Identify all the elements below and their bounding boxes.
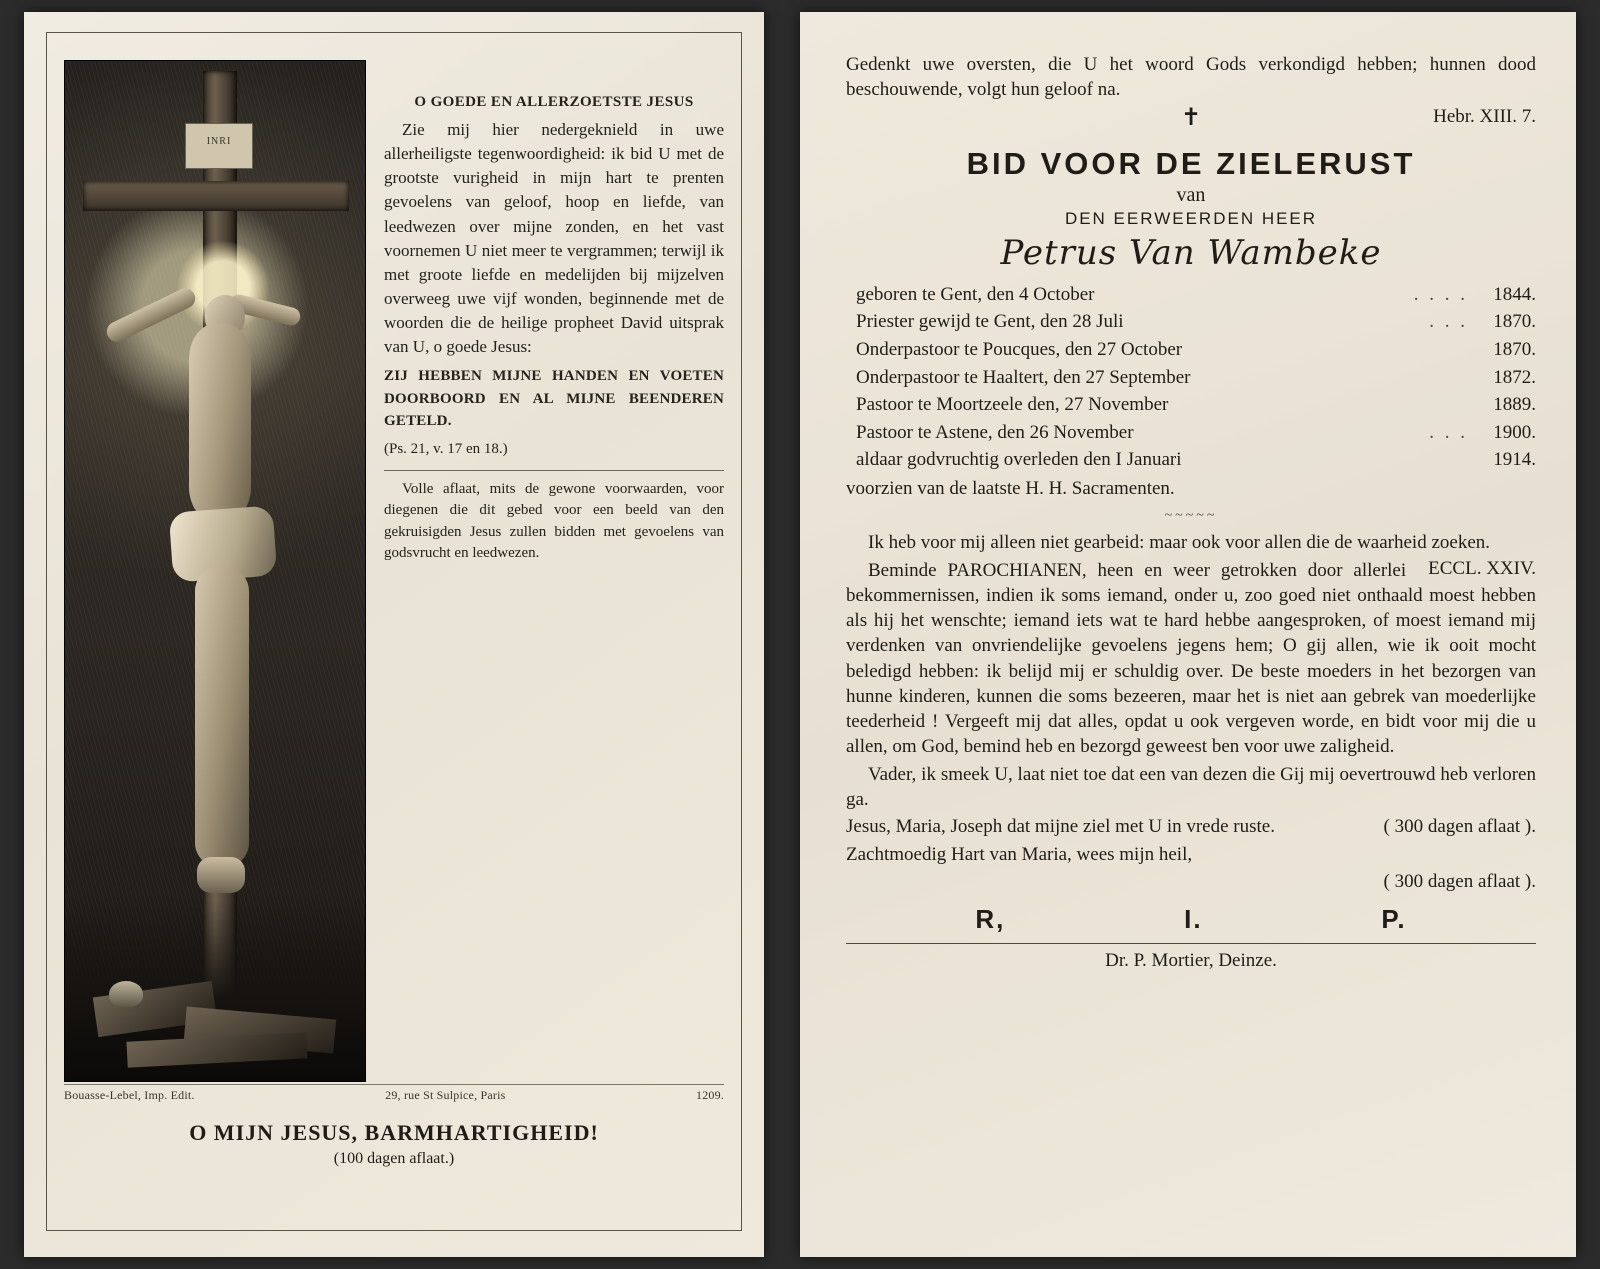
closing-prayer-text: Jesus, Maria, Joseph dat mijne ziel met U in vrede ruste. — [846, 816, 1275, 838]
life-events-list — [846, 281, 1536, 474]
paragraph-vader: Vader, ik smeek U, laat niet toe dat een van dezen die Gij mij oevertrouwd heb verloren ga. — [846, 763, 1536, 810]
life-event-row — [846, 308, 1536, 336]
life-event-year: 1870. — [1493, 339, 1536, 360]
rip-r: R, — [975, 904, 1006, 935]
footer-indulgence: (100 dagen aflaat.) — [333, 1150, 455, 1167]
label-eerwaarde-heer: DEN EERWEERDEN HEER — [1064, 208, 1318, 228]
life-event-year: 1872. — [1493, 366, 1536, 388]
life-event-text: Onderpastoor te Haaltert, den 27 September — [856, 366, 1191, 388]
ecclesiastes-quote — [846, 530, 1536, 579]
rip-line — [886, 904, 1496, 935]
skull-icon — [109, 981, 143, 1007]
imprint-publisher: Bouasse-Lebel, Imp. Edit. — [64, 1088, 195, 1102]
cross-icon: ✝ — [1180, 104, 1202, 131]
life-event-year: 1889. — [1493, 394, 1536, 416]
life-event-row — [846, 446, 1536, 474]
psalm-reference: (Ps. 21, v. 17 en 18.) — [384, 440, 508, 457]
memorial-body — [846, 530, 1536, 894]
footer-exclamation: O MIJN JESUS, BARMHARTIGHEID! — [189, 1120, 599, 1145]
life-event-text: Onderpastoor te Poucques, den 27 October — [856, 339, 1183, 360]
life-event-text: geboren te Gent, den 4 October — [856, 283, 1095, 305]
scripture-quote — [846, 52, 1536, 103]
divider — [384, 470, 724, 471]
life-event-year: 1844. — [1493, 283, 1536, 305]
deceased-name: Petrus Van Wambeke — [1000, 232, 1382, 273]
life-event-year: 1870. — [1493, 311, 1536, 333]
left-footer — [64, 1120, 724, 1168]
memorial-text — [846, 52, 1536, 972]
leader-dots: . . . — [1429, 311, 1468, 333]
life-event-text: Pastoor te Moortzeele den, 27 November — [856, 394, 1169, 416]
leader-dots: . . . — [1429, 421, 1468, 443]
printer-imprint — [64, 1084, 724, 1103]
prayer-body: Zie mij hier nedergeknield in uwe allerheiligste tegenwoordigheid: ik bid U met de grootste vurigheid in mijn hart te prenten gevoelens van geloof, hoop en liefde, van leedwezen over mijne zonden, en het vast voornemen U niet meer te vergrammen; terwijl ik met groote liefde en medelijden bij mijzelven overweeg uwe vijf wonden, beginnende met de woorden die de heilige propheet David uitsprak van U, o goede Jesus: — [384, 120, 724, 357]
scripture-reference: Hebr. XIII. 7. — [1433, 106, 1537, 128]
label-van: van — [1176, 183, 1206, 206]
inri-titulus — [185, 123, 253, 169]
life-event-text: Pastoor te Astene, den 26 November — [856, 421, 1134, 443]
leader-dots: . . . . — [1413, 283, 1468, 305]
prayer-text-block — [384, 94, 724, 570]
closing-line: Zachtmoedig Hart van Maria, wees mijn heil, — [846, 843, 1193, 865]
ornament-divider: ~~~~~ — [1164, 508, 1218, 524]
indulgence-note: Volle aflaat, mits de gewone voorwaarden, voor diegenen die dit gebed voor een beeld van den gekruisigden Jesus zullen bidden met gevoelens van godsvrucht en leedwezen. — [384, 481, 724, 561]
card-left — [24, 12, 764, 1257]
paragraph-jesus-maria-joseph — [846, 814, 1536, 839]
heading-bid-voor-de-zielerust: BID VOOR DE ZIELERUST — [966, 145, 1416, 181]
rip-p: P. — [1381, 904, 1407, 935]
life-event-row — [846, 336, 1536, 364]
rip-i: I. — [1184, 904, 1203, 935]
indulgence-300-1: ( 300 dagen aflaat ). — [1383, 816, 1536, 838]
life-event-row — [846, 419, 1536, 447]
indulgence-300-2: ( 300 dagen aflaat ). — [1383, 870, 1536, 892]
card-right — [800, 12, 1576, 1257]
life-event-year: 1900. — [1493, 421, 1536, 443]
imprint-address: 29, rue St Sulpice, Paris — [385, 1088, 506, 1102]
imprint-number: 1209. — [696, 1088, 724, 1102]
printer-credit: Dr. P. Mortier, Deinze. — [846, 943, 1536, 972]
crucifixion-engraving — [64, 60, 366, 1082]
scripture-text: Gedenkt uwe oversten, die U het woord Gods verkondigd hebben; hunnen dood beschouwende, volgt hun geloof na. — [846, 54, 1536, 101]
quote-reference: ECCL. XXIV. — [1428, 557, 1536, 579]
life-event-text: aldaar godvruchtig overleden den I Januari — [856, 449, 1182, 471]
paragraph-parochianen: Beminde PAROCHIANEN, heen en weer getrokken door allerlei bekommernissen, indien ik soms iemand, onder u, zoo goed niet onthaald moest hebben als hij het wenschte; iemand iets wat te hard hebbe aangesproken, of moest iemand mij verdenken van onvriendelijke gevoelens jegens hem; O gij allen, wie ik ooit mocht beledigd hebben: ik belijd mij er schuldig over. De beste moeders in het bezorgen van hunne kinderen, kunnen die soms bezeeren, maar het is niet aan gebrek van moederlijke teederheid ! Vergeeft mij dat alles, opdat u ook vergeven worde, en bidt voor mij die u allen, om God, bemind heb en bezorgd geweest ben voor uwe zaligheid. — [846, 559, 1536, 758]
life-event-row — [846, 281, 1536, 309]
life-event-row — [846, 364, 1536, 392]
life-event-year: 1914. — [1493, 449, 1536, 471]
life-event-text: Priester gewijd te Gent, den 28 Juli — [856, 311, 1124, 333]
quote-text: Ik heb voor mij alleen niet gearbeid: maar ook voor allen die de waarheid zoeken. — [868, 532, 1490, 554]
prayer-bold-verse: ZIJ HEBBEN MIJNE HANDEN EN VOETEN DOORBOORD EN AL MIJNE BEENDEREN GETELD. — [384, 368, 724, 430]
sacraments-line: voorzien van de laatste H. H. Sacramenten. — [846, 477, 1175, 499]
prayer-heading: O GOEDE EN ALLERZOETSTE JESUS — [414, 94, 694, 110]
life-event-row — [846, 391, 1536, 419]
